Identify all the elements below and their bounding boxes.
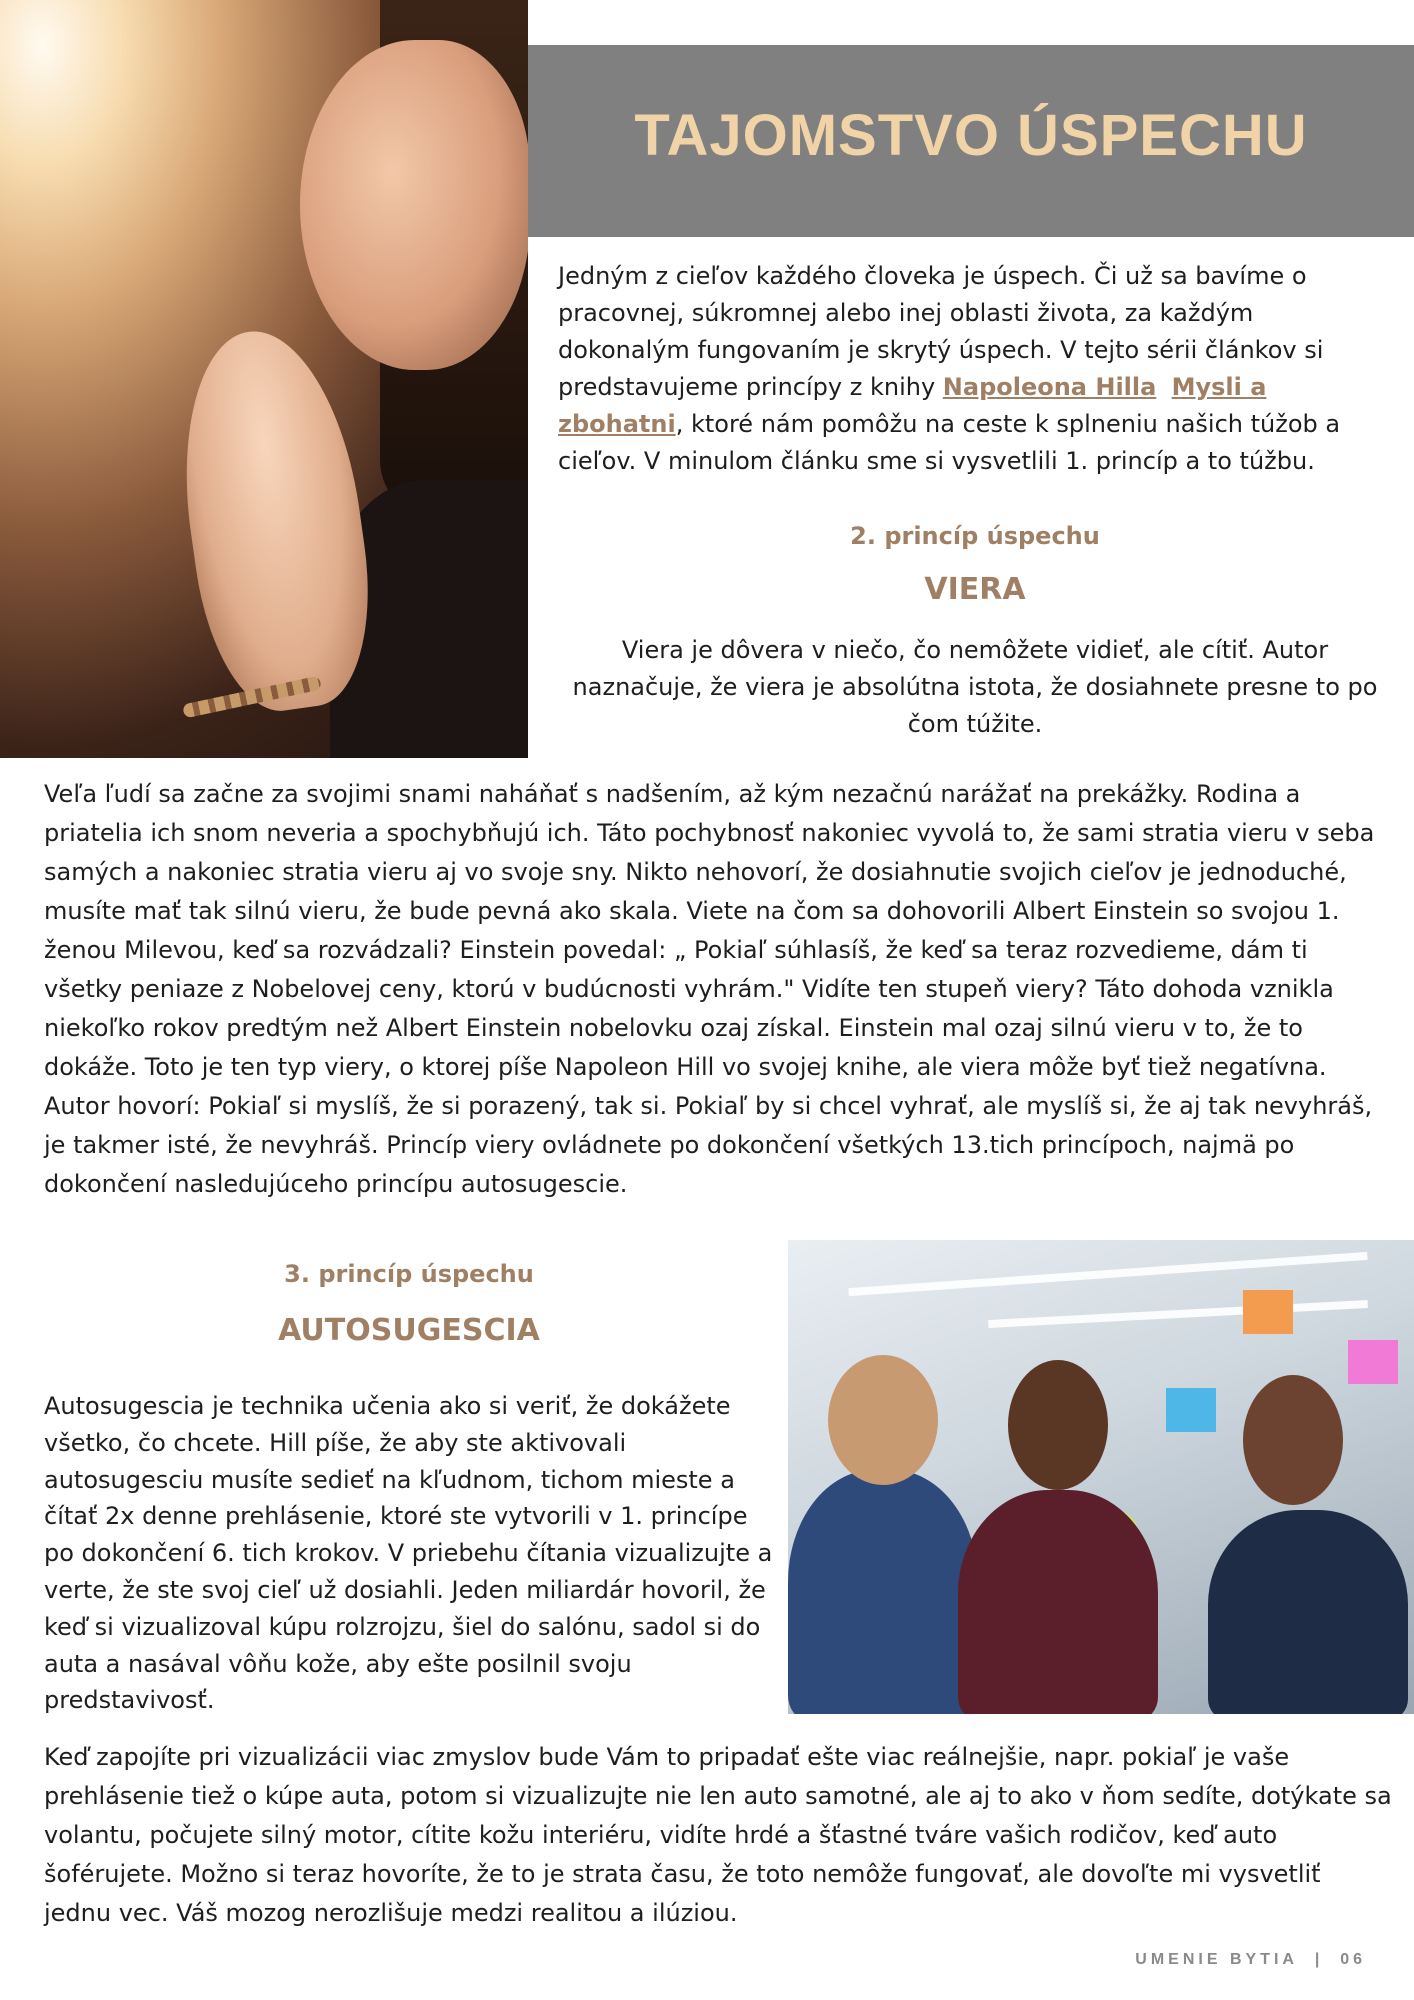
face-shape [300, 40, 528, 370]
section3-label: 3. princíp úspechu [284, 1260, 534, 1288]
intro-paragraph [558, 258, 1378, 480]
person-center [958, 1490, 1158, 1714]
section2-title: VIERA [924, 572, 1026, 607]
section2-label: 2. princíp úspechu [850, 522, 1100, 550]
person-right [1208, 1510, 1408, 1714]
footer-separator: | [1314, 1951, 1324, 1968]
author-link[interactable]: Napoleona Hilla [942, 373, 1157, 401]
person-center-head [1008, 1360, 1108, 1490]
title-band [528, 45, 1414, 237]
intro-text-after: , ktoré nám pomôžu na ceste k splneniu našich túžob a cieľov. V minulom článku sme si vysvetlili 1. princíp a to túžbu. [558, 410, 1341, 475]
section2-quote: Viera je dôvera v niečo, čo nemôžete vidieť, ale cítiť. Autor naznačuje, že viera je absolútna istota, že dosiahnete presne to po čom túžite. [572, 636, 1378, 738]
sticky-note [1348, 1340, 1398, 1384]
section2-body: Veľa ľudí sa začne za svojimi snami naháňať s nadšením, až kým nezačnú narážať na prekážky. Rodina a priatelia ich snom neveria a spochybňujú ich. Táto pochybnosť nakoniec vyvolá to, že sami stratia vieru v seba samých a nakoniec stratia vieru aj vo svoje sny. Nikto nehovorí, že dosiahnutie svojich cieľov je jednoduché, musíte mať tak silnú vieru, že bude pevná ako skala. Viete na čom sa dohovorili Albert Einstein so svojou 1. ženou Milevou, keď sa rozvádzali? Einstein povedal: „ Pokiaľ súhlasíš, že keď sa teraz rozvedieme, dám ti všetky peniaze z Nobelovej ceny, ktorú v budúcnosti vyhrám." Vidíte ten stupeň viery? Táto dohoda vznikla niekoľko rokov predtým než Albert Einstein nobelovku ozaj získal. Einstein mal ozaj silnú vieru v to, že to dokáže. Toto je ten typ viery, o ktorej píše Napoleon Hill vo svojej knihe, ale viera môže byť tiež negatívna. Autor hovorí: Pokiaľ si myslíš, že si porazený, tak si. Pokiaľ by si chcel vyhrať, ale myslíš si, že aj tak nevyhráš, je takmer isté, že nevyhráš. Princíp viery ovládnete po dokončení všetkých 13.tich princípoch, najmä po dokončení nasledujúceho princípu autosugescie. [44, 780, 1375, 1198]
person-right-head [1243, 1375, 1343, 1505]
page-footer [1135, 1951, 1366, 1969]
praying-hands-shape [164, 320, 385, 720]
person-left-head [828, 1355, 938, 1485]
praying-woman-photo [0, 0, 528, 758]
team-photo [788, 1240, 1414, 1714]
section3-title: AUTOSUGESCIA [278, 1313, 540, 1348]
sticky-note [1243, 1290, 1293, 1334]
page-number: 06 [1340, 1951, 1366, 1968]
magazine-name: UMENIE BYTIA [1135, 1951, 1298, 1968]
book-link[interactable]: Mysli a zbohatni [558, 373, 1267, 438]
section3-body: Autosugescia je technika učenia ako si veriť, že dokážete všetko, čo chcete. Hill píše, že aby ste aktivovali autosugesciu musíte sedieť na kľudnom, tichom mieste a čítať 2x denne prehlásenie, ktoré ste vytvorili v 1. princípe po dokončení 6. tich krokov. V priebehu čítania vizualizujte a verte, že ste svoj cieľ už dosiahli. Jeden miliardár hovoril, že keď si vizualizoval kúpu rolzrojzu, šiel do salónu, sadol si do auta a nasával vôňu kože, aby ešte posilnil svoju predstavivosť. [44, 1392, 773, 1715]
person-left [788, 1470, 978, 1714]
intro-text-before: Jedným z cieľov každého človeka je úspech. Či už sa bavíme o pracovnej, súkromnej alebo inej oblasti života, za každým dokonalým fungovaním je skrytý úspech. V tejto sérii článkov si predstavujeme princípy z knihy [558, 262, 1324, 401]
sticky-note [1166, 1388, 1216, 1432]
page-title: TAJOMSTVO ÚSPECHU [634, 103, 1308, 168]
section3-body-continued: Keď zapojíte pri vizualizácii viac zmyslov bude Vám to pripadať ešte viac reálnejšie, napr. pokiaľ je vaše prehlásenie tiež o kúpe auta, potom si vizualizujte nie len auto samotné, ale aj to ako v ňom sedíte, dotýkate sa volantu, počujete silný motor, cítite kožu interiéru, vidíte hrdé a šťastné tváre vašich rodičov, keď auto šoférujete. Možno si teraz hovoríte, že to je strata času, že toto nemôže fungovať, ale dovoľte mi vysvetliť jednu vec. Váš mozog nerozlišuje medzi realitou a ilúziou. [44, 1743, 1392, 1927]
ceiling-light [988, 1300, 1368, 1328]
